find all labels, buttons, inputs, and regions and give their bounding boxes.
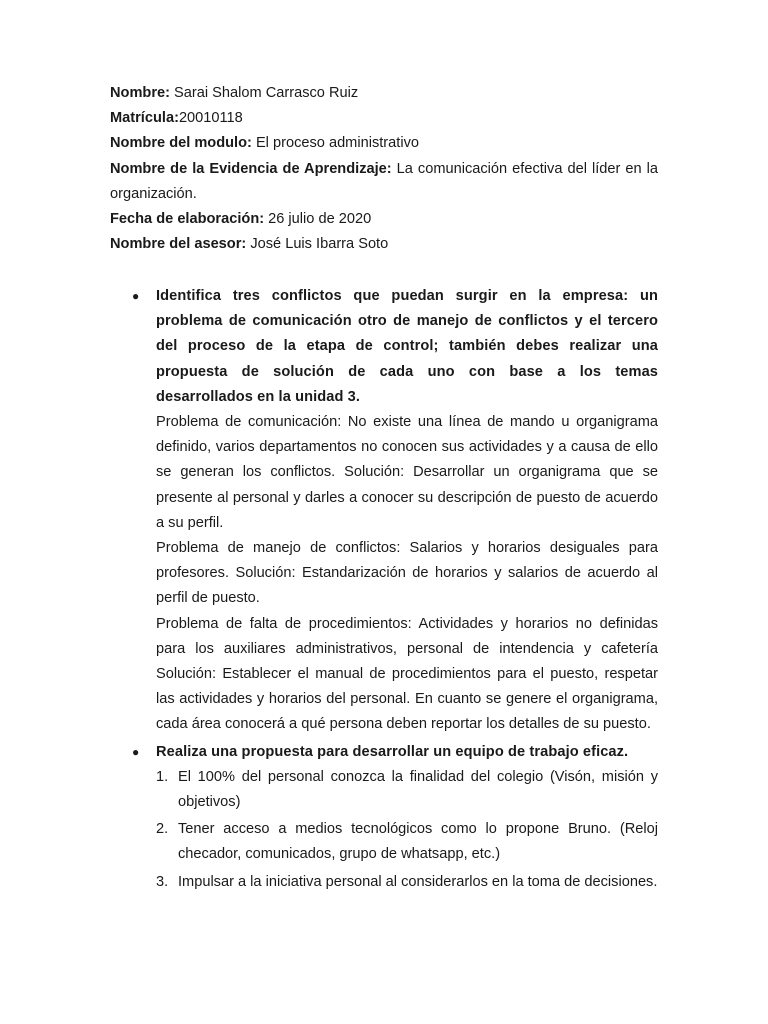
- asesor-line: [110, 232, 658, 257]
- modulo-label: Nombre del modulo:: [110, 135, 252, 152]
- list-text: Tener acceso a medios tecnológicos como lo propone Bruno. (Reloj checador, comunicados, grupo de whatsapp, etc.): [178, 821, 658, 863]
- nombre-value: Sarai Shalom Carrasco Ruiz: [170, 85, 359, 101]
- matricula-value: 20010118: [178, 110, 243, 127]
- modulo-line: [110, 131, 658, 156]
- answer-conflict-management: Problema de manejo de conflictos: Salarios y horarios desiguales para profesores. Solución: Estandarización de horarios y salarios de acuerdo al perfil de puesto.: [156, 540, 658, 607]
- list-item: [156, 765, 658, 815]
- list-item: [156, 817, 658, 867]
- question-team: Realiza una propuesta para desarrollar un equipo de trabajo eficaz.: [156, 743, 629, 760]
- evidencia-label: Nombre de la Evidencia de Aprendizaje:: [110, 160, 392, 177]
- fecha-line: [110, 207, 658, 232]
- list-text: El 100% del personal conozca la finalidad del colegio (Visón, misión y objetivos): [178, 768, 658, 811]
- fecha-label: Fecha de elaboración:: [110, 211, 265, 228]
- matricula-label: Matrícula:: [110, 110, 179, 127]
- asesor-label: Nombre del asesor:: [110, 236, 247, 253]
- list-number: 3.: [156, 873, 169, 890]
- list-number: 2.: [156, 821, 169, 838]
- question-conflicts: Identifica tres conflictos que puedan surgir en la empresa: un problema de comunicación otro de manejo de conflictos y el tercero del proceso de la etapa de control; también debes realizar una propuesta de solución de cada uno con base a los temas desarrollados en la unidad 3.: [156, 288, 658, 405]
- bullet-icon: ●: [132, 289, 140, 303]
- student-info-header: [110, 81, 658, 257]
- evidencia-line: [110, 157, 658, 207]
- nombre-line: [110, 81, 658, 106]
- nombre-label: Nombre:: [110, 85, 170, 101]
- modulo-value: El proceso administrativo: [251, 135, 419, 152]
- answer-procedures: Problema de falta de procedimientos: Actividades y horarios no definidas para los auxiliares administrativos, personal de intendencia y cafetería Solución: Establecer el manual de procedimientos para el puesto, respetar las actividades y horarios del personal. En cuanto se genere el organigrama, cada área conocerá a qué persona deben reportar los detalles de su puesto.: [156, 615, 658, 733]
- list-number: 1.: [156, 768, 169, 785]
- bullet-list: [110, 284, 658, 897]
- bullet-item-conflicts: [110, 284, 658, 738]
- answer-communication: Problema de comunicación: No existe una línea de mando u organigrama definido, varios departamentos no conocen sus actividades y a causa de ello se generan los conflictos. Solución: Desarrollar un organigrama que se presente al personal y darles a conocer su descripción de puesto de acuerdo a su perfil.: [156, 414, 658, 531]
- matricula-line: [110, 106, 658, 131]
- bullet-item-team: [110, 740, 658, 895]
- fecha-value: 26 julio de 2020: [264, 211, 372, 228]
- list-item: [156, 870, 658, 895]
- bullet-icon: ●: [132, 744, 140, 759]
- list-text: Impulsar a la iniciativa personal al considerarlos en la toma de decisiones.: [178, 873, 658, 890]
- asesor-value: José Luis Ibarra Soto: [246, 236, 389, 253]
- evidencia-value: La comunicación efectiva del líder en la organización.: [110, 160, 658, 202]
- team-proposal-list: [156, 765, 658, 895]
